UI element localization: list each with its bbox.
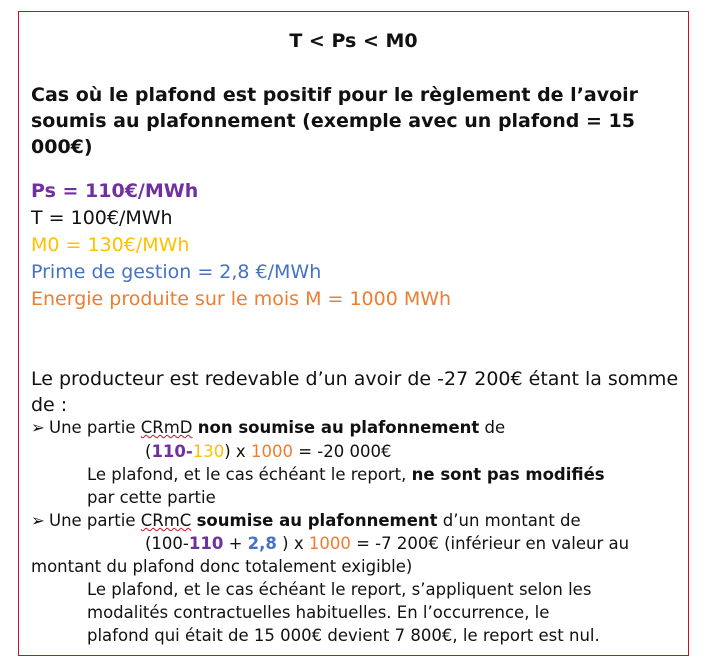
bullet-crmc: [31, 511, 581, 530]
calc-crmc: [145, 534, 629, 553]
arrow-bullet-icon: ➢: [31, 418, 45, 437]
calc-part: (100-: [145, 534, 189, 553]
note-crmc-line2: modalités contractuelles habituelles. En l’occurrence, le: [87, 603, 550, 622]
param-ps: Ps = 110€/MWh: [31, 180, 199, 202]
note-bold: ne sont pas modifiés: [411, 465, 605, 484]
param-prime-gestion: Prime de gestion = 2,8 €/MWh: [31, 261, 322, 283]
calc-part: ) x: [276, 534, 309, 553]
calc-part: ) x: [224, 442, 251, 461]
calc-crmc-continuation: montant du plafond donc totalement exigible): [31, 557, 413, 576]
bullet-suffix: d’un montant de: [437, 511, 581, 530]
calc-ps-value: 110: [188, 534, 224, 553]
bullet-suffix: de: [479, 418, 506, 437]
intro-text: Le producteur est redevable d’un avoir de -27 200€ étant la somme de :: [31, 368, 679, 416]
bullet-prefix: Une partie: [49, 418, 141, 437]
calc-energy-value: 1000: [308, 534, 351, 553]
calc-m0-value: 130: [192, 442, 225, 461]
content-frame: [18, 11, 689, 656]
term-crmd: CRmD: [140, 418, 193, 437]
param-energie: Energie produite sur le mois M = 1000 MWh: [31, 288, 452, 310]
case-heading: Cas où le plafond est positif pour le règlement de l’avoir soumis au plafonnement (exemple avec un plafond = 15 000€): [31, 84, 639, 158]
bullet-crmd: [31, 418, 505, 437]
calc-part: +: [223, 534, 248, 553]
bullet-bold: non soumise au plafonnement: [197, 418, 480, 437]
calc-prime-value: 2,8: [247, 534, 277, 553]
bullet-prefix: Une partie: [49, 511, 141, 530]
note-crmc-line1: Le plafond, et le cas échéant le report, s’appliquent selon les: [87, 580, 592, 599]
page-title: T < Ps < M0: [289, 30, 418, 52]
arrow-bullet-icon: ➢: [31, 511, 45, 530]
bullet-bold: soumise au plafonnement: [196, 511, 438, 530]
note-crmd-line2: par cette partie: [87, 488, 216, 507]
term-crmc: CRmC: [140, 511, 192, 530]
calc-energy-value: 1000: [250, 442, 293, 461]
note-text: Le plafond, et le cas échéant le report,: [87, 465, 412, 484]
calc-result: = -7 200€ (inférieur en valeur au: [350, 534, 630, 553]
calc-part: (: [145, 442, 152, 461]
calc-ps-value: 110: [151, 442, 186, 461]
param-m0: M0 = 130€/MWh: [31, 234, 190, 256]
note-crmd-line1: [87, 465, 605, 484]
calc-result: = -20 000€: [292, 442, 392, 461]
calc-crmd: [145, 442, 391, 461]
calc-part: -: [185, 442, 193, 461]
param-t: T = 100€/MWh: [31, 207, 173, 229]
note-crmc-line3: plafond qui était de 15 000€ devient 7 800€, le report est nul.: [87, 626, 600, 645]
